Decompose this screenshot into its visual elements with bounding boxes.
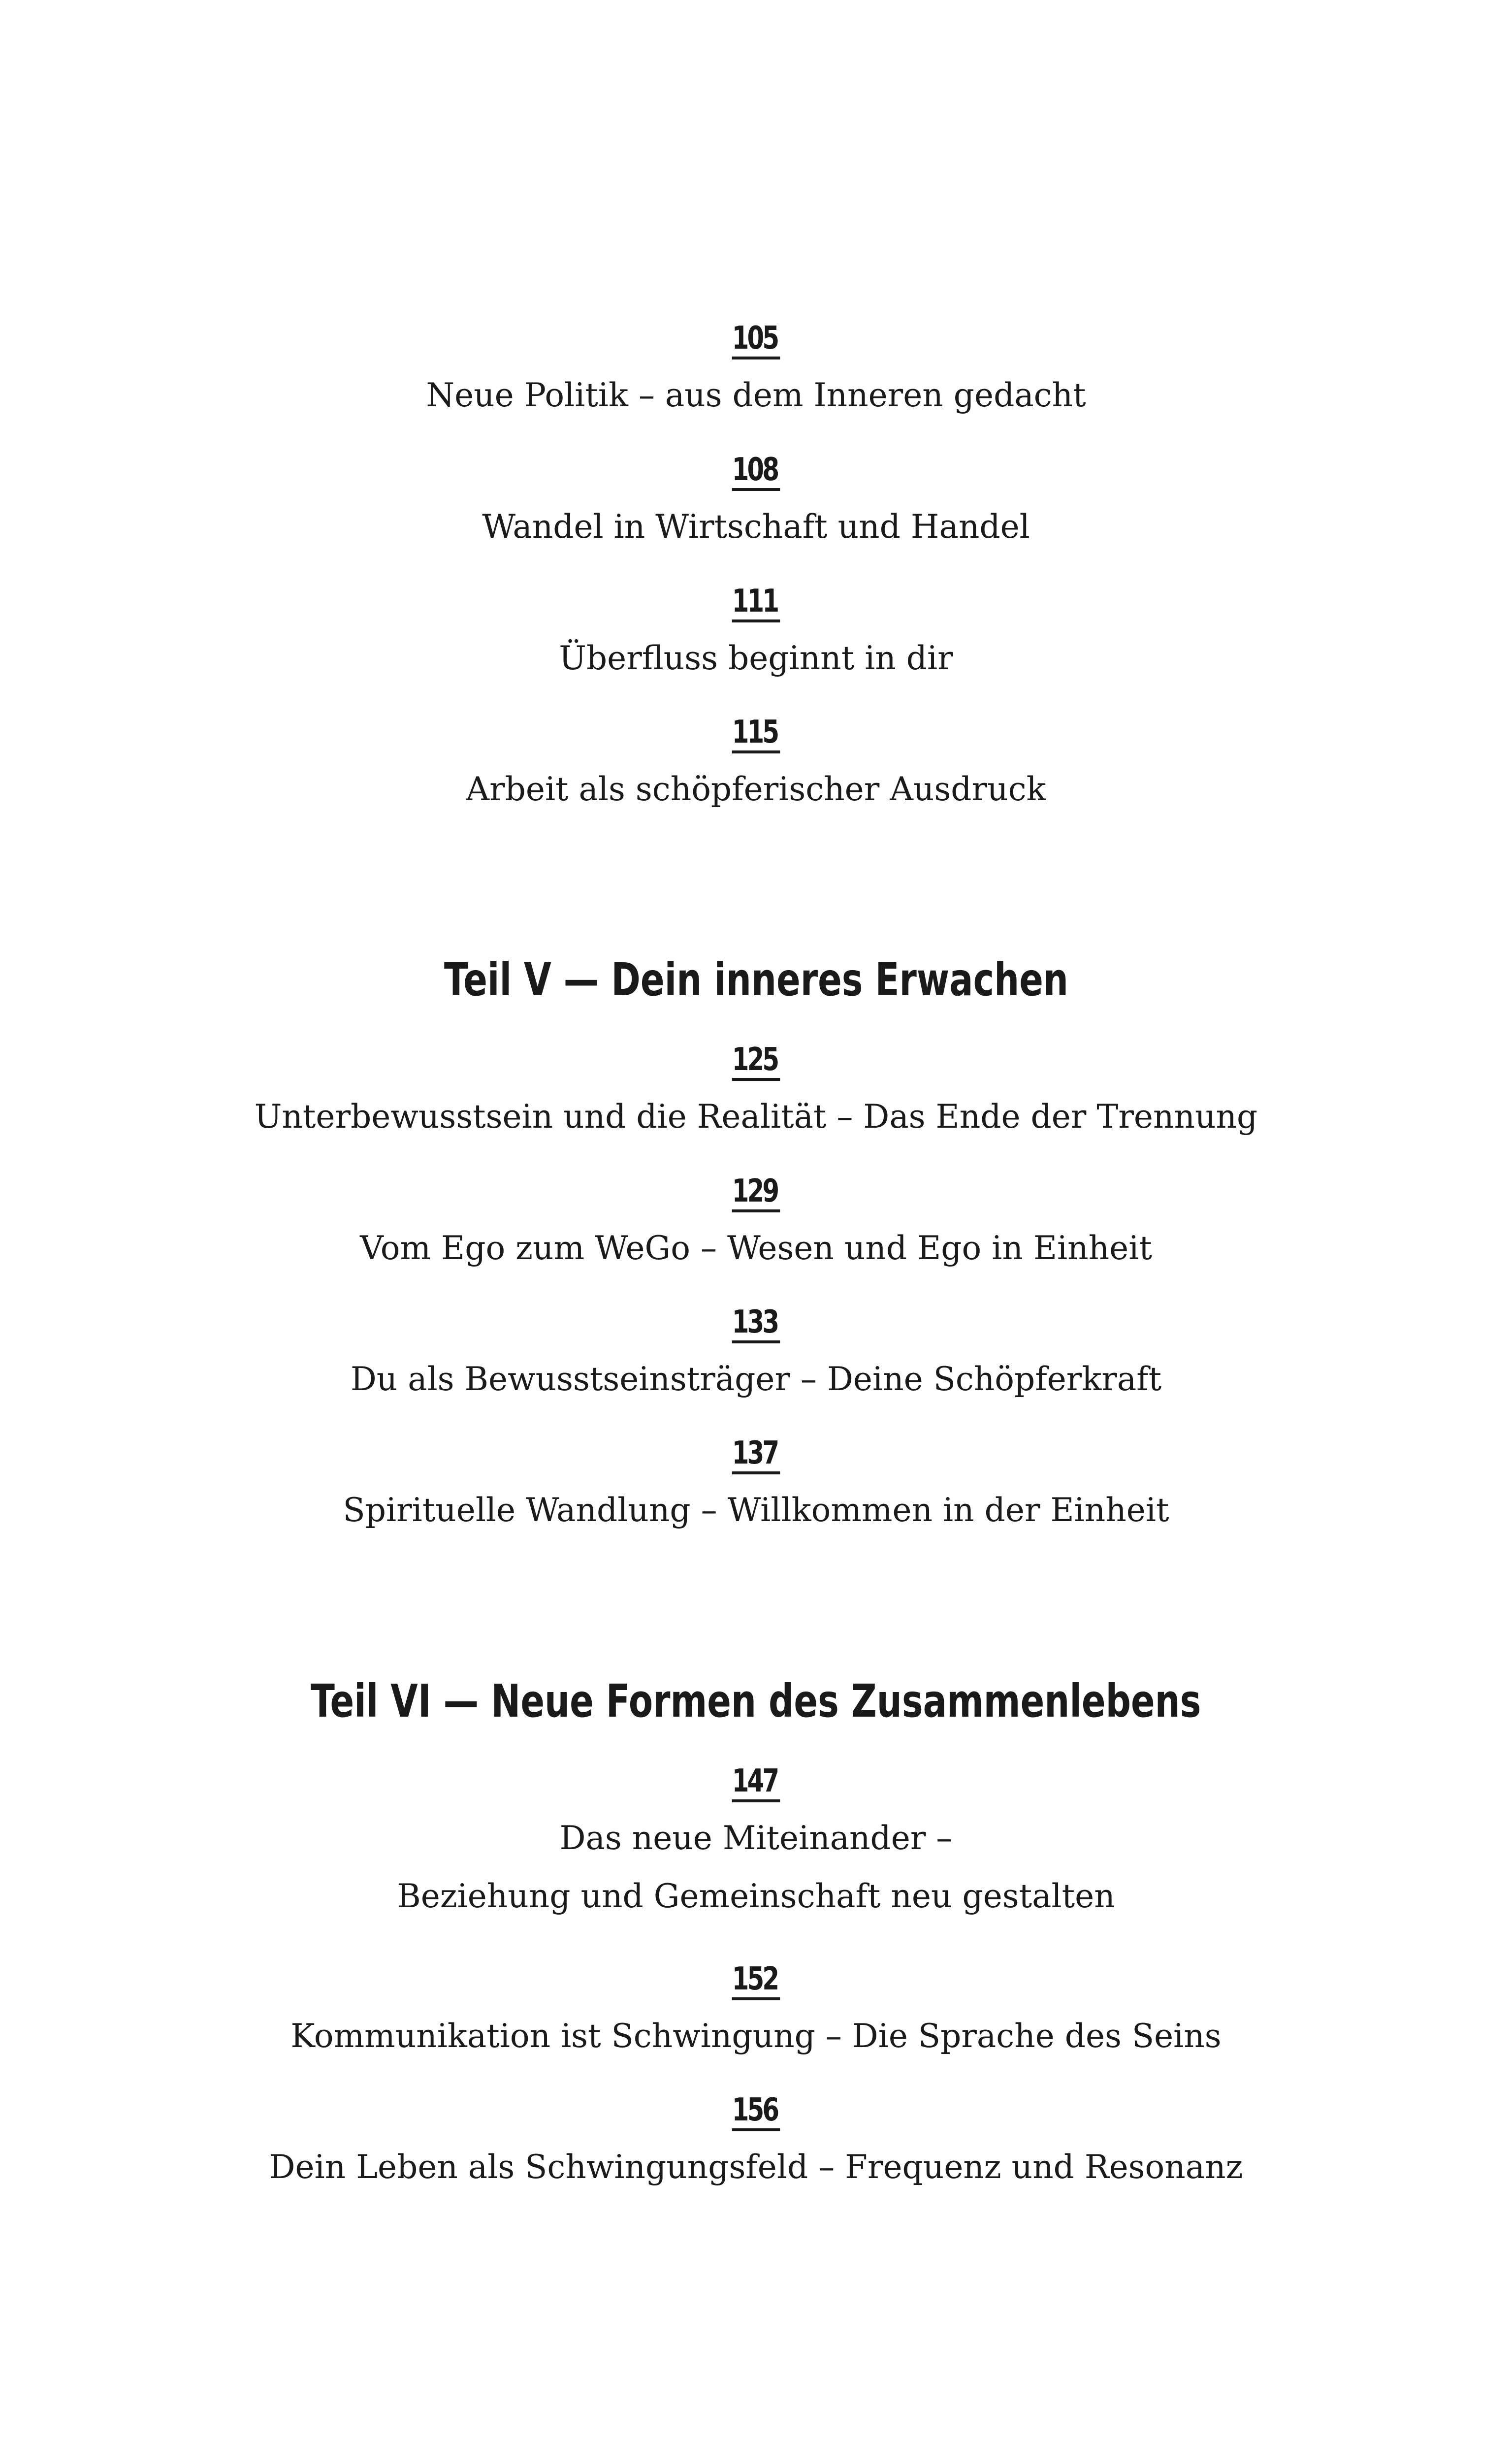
entry-title: Das neue Miteinander – (559, 1819, 953, 1857)
entry-title: Arbeit als schöpferischer Ausdruck (466, 770, 1046, 808)
section-heading (0, 1672, 1512, 1731)
page-number: 152 (732, 1961, 780, 2000)
toc-entry[interactable] (0, 583, 1512, 687)
toc-entry[interactable] (0, 1961, 1512, 2065)
entry-title: Überfluss beginnt in dir (559, 639, 953, 677)
page-number: 105 (732, 320, 780, 359)
page-number: 147 (732, 1763, 780, 1802)
toc-entry[interactable] (0, 1435, 1512, 1539)
entry-title: Vom Ego zum WeGo – Wesen und Ego in Einheit (360, 1229, 1152, 1267)
page-number: 133 (732, 1304, 780, 1343)
toc-entry[interactable] (0, 1042, 1512, 1146)
toc-entry[interactable] (0, 714, 1512, 818)
toc-entry[interactable] (0, 452, 1512, 556)
toc-entry[interactable] (0, 1173, 1512, 1277)
page-number: 108 (732, 452, 780, 491)
entry-title: Wandel in Wirtschaft und Handel (482, 508, 1030, 546)
entry-title: Unterbewusstsein und die Realität – Das Ende der Trennung (254, 1098, 1258, 1136)
section-heading (0, 950, 1512, 1010)
entry-title: Kommunikation ist Schwingung – Die Sprache des Seins (290, 2017, 1222, 2055)
page-number: 111 (732, 583, 780, 622)
page-number: 137 (732, 1435, 780, 1474)
page-number: 129 (732, 1173, 780, 1212)
section-heading-text: Teil VI — Neue Formen des Zusammenlebens (311, 1675, 1201, 1727)
entry-title: Dein Leben als Schwingungsfeld – Frequenz und Resonanz (269, 2148, 1243, 2186)
section-heading-text: Teil V — Dein inneres Erwachen (444, 953, 1068, 1006)
page-number: 156 (732, 2092, 780, 2131)
entry-title: Spirituelle Wandlung – Willkommen in der Einheit (343, 1491, 1169, 1529)
toc-entry[interactable] (0, 1763, 1512, 1925)
page-number: 125 (732, 1042, 780, 1081)
entry-title: Du als Bewusstseinsträger – Deine Schöpferkraft (350, 1360, 1162, 1398)
entry-title-line2: Beziehung und Gemeinschaft neu gestalten (397, 1877, 1115, 1915)
entry-title: Neue Politik – aus dem Inneren gedacht (426, 376, 1086, 414)
toc-entry[interactable] (0, 1304, 1512, 1408)
toc-entry[interactable] (0, 320, 1512, 424)
page-number: 115 (732, 714, 780, 753)
toc-entry[interactable] (0, 2092, 1512, 2196)
